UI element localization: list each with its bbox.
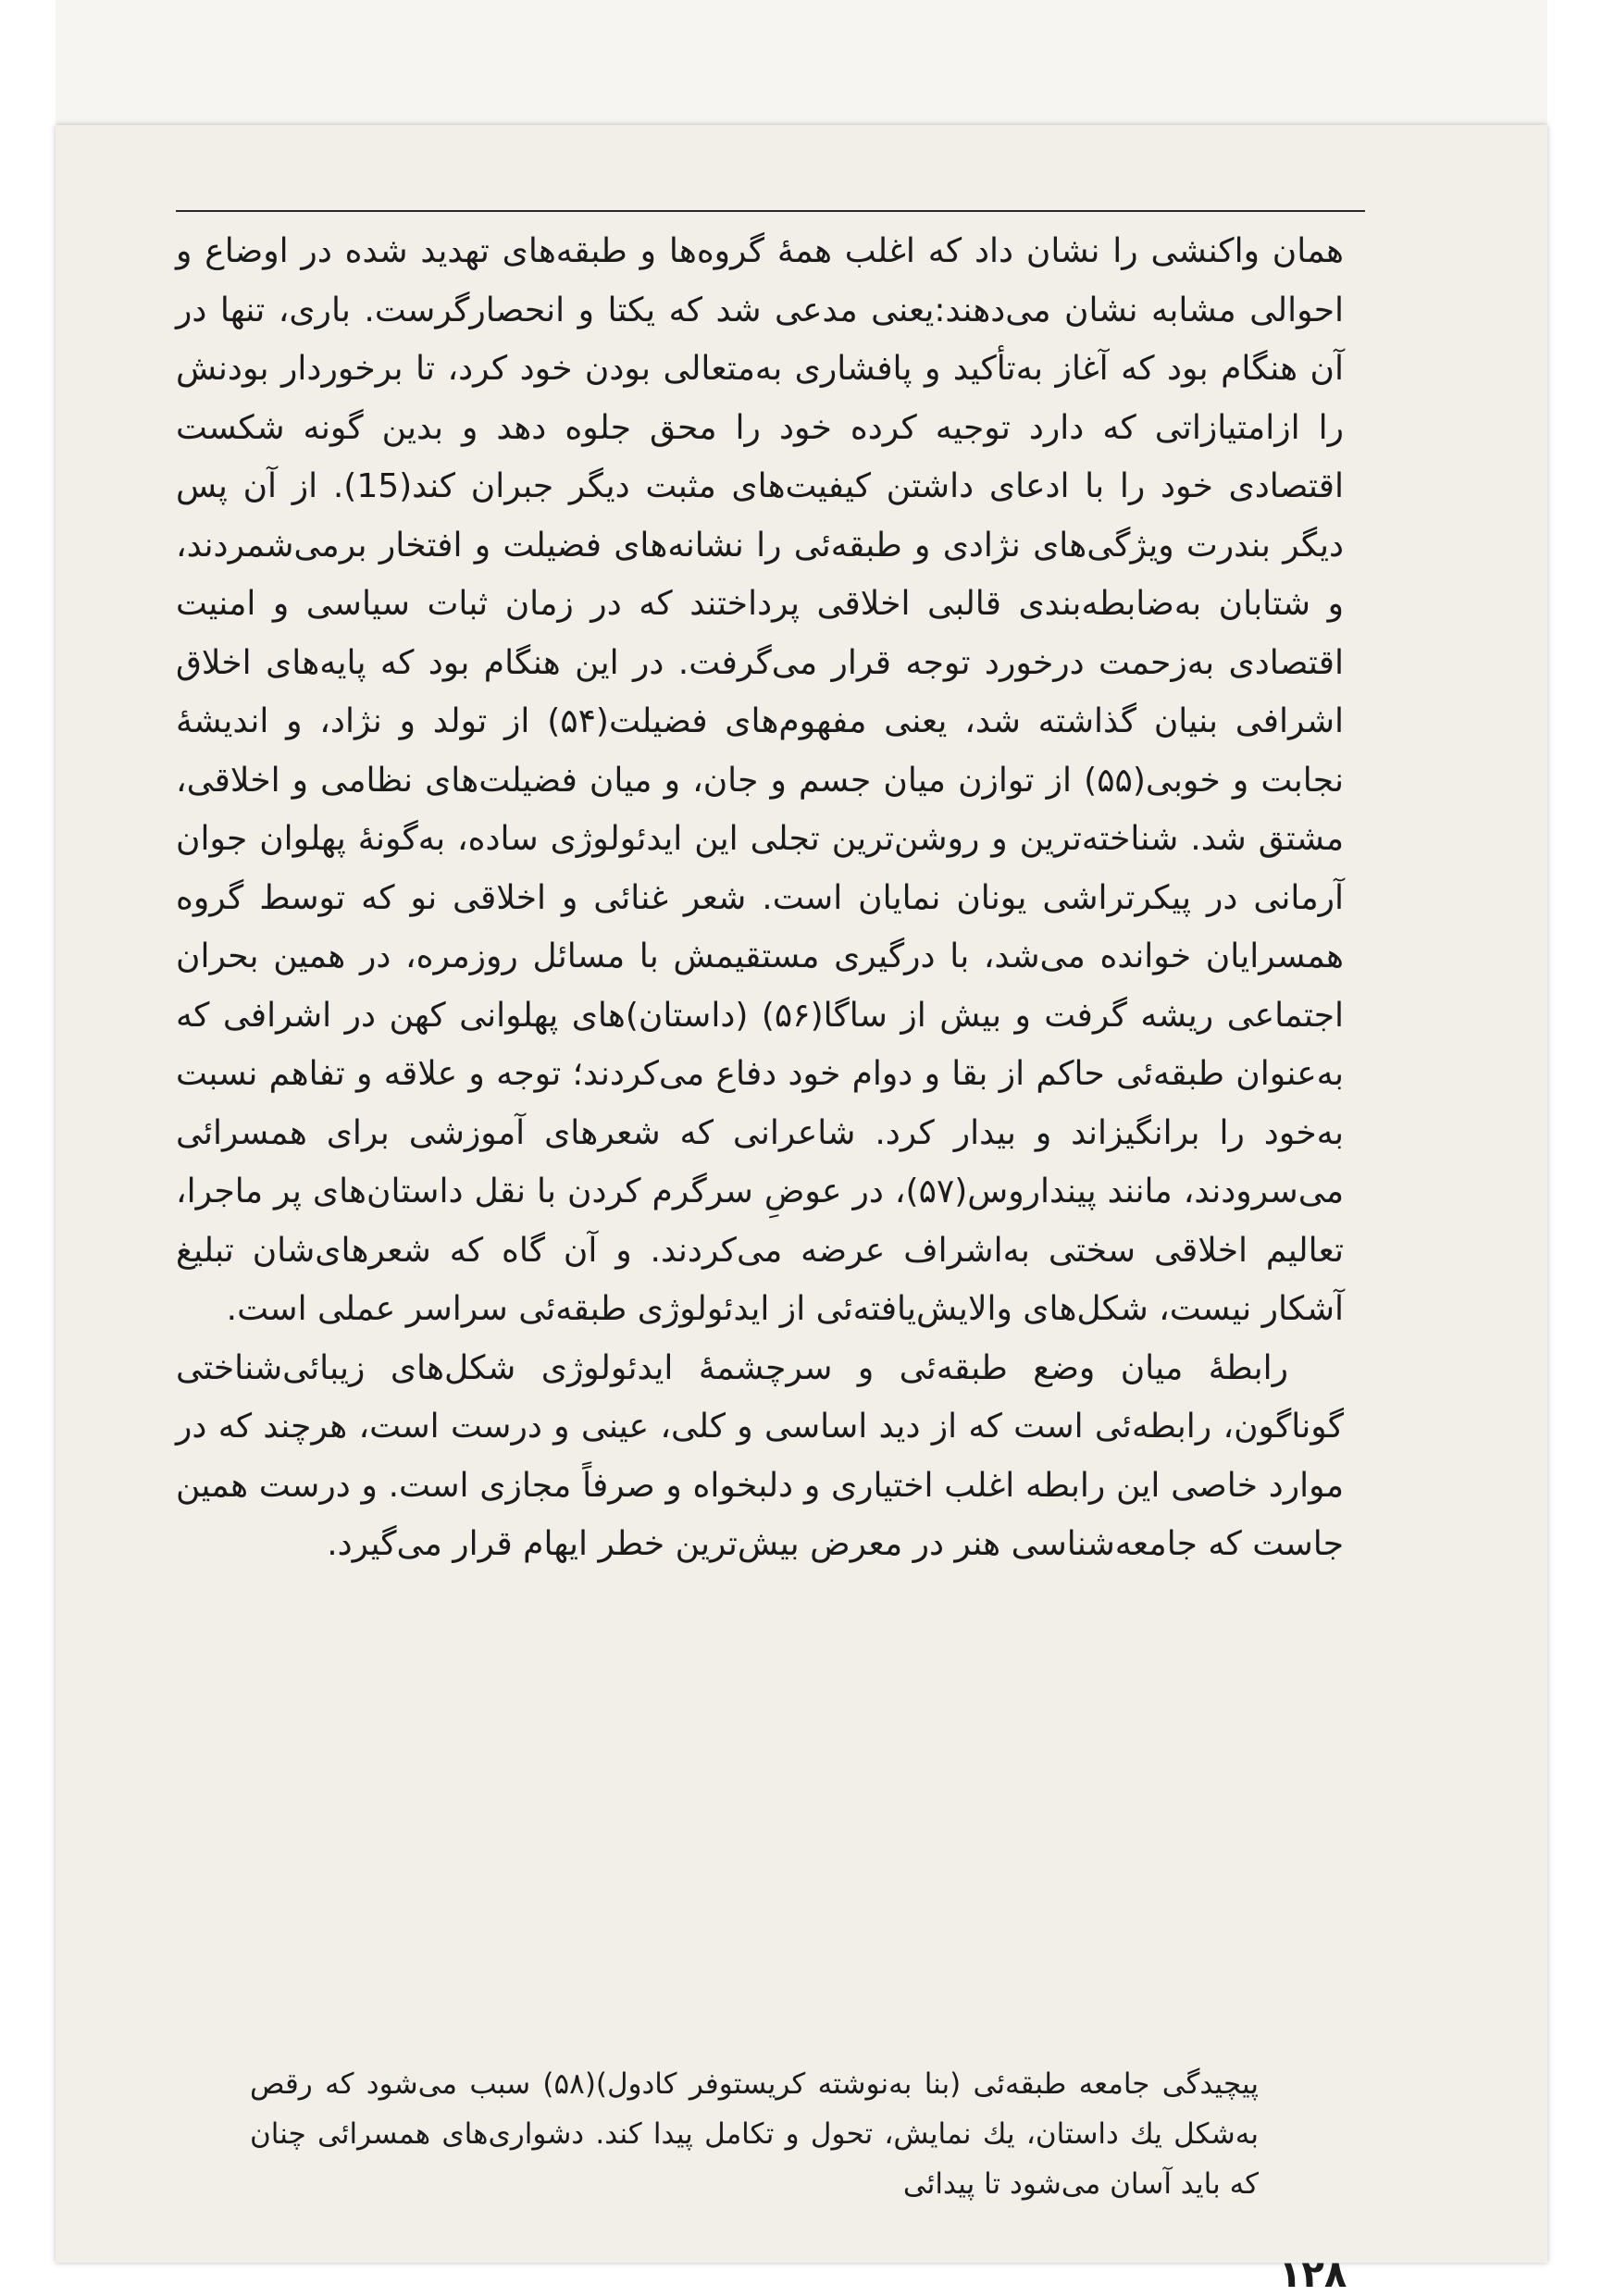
page-top-edge <box>56 0 1547 130</box>
paragraph: همان واکنشی را نشان داد که اغلب همهٔ گروه‌ها و طبقه‌های تهدید شده در اوضاع و احوالی مشابه نشان می‌دهند:یعنی مدعی شد که یکتا و انحصارگرست. باری، تنها در آن هنگام بود که آغاز به‌تأکید و پافشاری به‌متعالی بودن خود کرد، تا برخوردار بودنش را ازامتیازاتی که دارد توجیه کرده خود را محق جلوه دهد و بدین گونه شکست اقتصادی خود را با ادعای داشتن کیفیت‌های مثبت دیگر جبران کند(15). از آن پس دیگر بندرت ویژگی‌های نژادی و طبقه‌ئی را نشانه‌های فضیلت و افتخار برمی‌شمردند، و شتابان به‌ضابطه‌بندی قالبی اخلاقی پرداختند که در زمان ثبات سیاسی و امنیت اقتصادی به‌زحمت درخورد توجه قرار می‌گرفت. در این هنگام بود که پایه‌های اخلاق اشرافی بنیان گذاشته شد، یعنی مفهوم‌های فضیلت(۵۴) از تولد و نژاد، و اندیشهٔ نجابت و خوبی(۵۵) از توازن میان جسم و جان، و میان فضیلت‌های نظامی و اخلاقی، مشتق شد. شناخته‌ترین و روشن‌ترین تجلی این ایدئولوژی ساده، به‌گونهٔ پهلوان جوان آرمانی در پیکرتراشی یونان نمایان است. شعر غنائی و اخلاقی نو که توسط گروه همسرایان خوانده می‌شد، با درگیری مستقیمش با مسائل روزمره، در همین بحران اجتماعی ریشه گرفت و بیش از ساگا(۵۶) (داستان)های پهلوانی کهن در اشرافی که به‌عنوان طبقه‌ئی حاکم از بقا و دوام خود دفاع می‌کردند؛ توجه و علاقه و تفاهم نسبت به‌خود را برانگیزاند و بیدار کرد. شاعرانی که شعرهای آموزشی برای همسرائی می‌سرودند، مانند پینداروس(۵۷)، در عوضِ سرگرم کردن با نقل داستان‌های پر ماجرا، تعالیم اخلاقی سختی به‌اشراف عرضه می‌کردند. و آن گاه که شعرهای‌شان تبلیغ آشکار نیست، شکل‌های والایش‌یافته‌ئی از ایدئولوژی طبقه‌ئی سراسر عملی است. <box>176 232 1345 1328</box>
header-rule <box>176 210 1365 212</box>
main-text <box>176 222 1344 1574</box>
book-page <box>56 125 1547 2296</box>
paragraph: رابطهٔ میان وضع طبقه‌ئی و سرچشمهٔ ایدئولوژی شکل‌های زیبائی‌شناختی گوناگون، رابطه‌ئی است که از دید اساسی و کلی، عینی و درست است، هرچند که در موارد خاصی این رابطه اغلب اختیاری و دلبخواه و صرفاً مجازی است. و درست همین جاست که جامعه‌شناسی هنر در معرض بیش‌ترین خطر ایهام قرار می‌گیرد. <box>176 1348 1344 1563</box>
page-number: ۱۲۸ <box>1279 2253 1347 2296</box>
block-quote: پیچیدگی جامعه طبقه‌ئی (بنا به‌نوشته کریستوفر کادول)(۵۸) سبب می‌شود که رقص به‌شکل یك داستان، یك نمایش، تحول و تکامل پیدا کند. دشواری‌های همسرائی چنان که باید آسان می‌شود تا پیدائی <box>250 2067 1259 2201</box>
